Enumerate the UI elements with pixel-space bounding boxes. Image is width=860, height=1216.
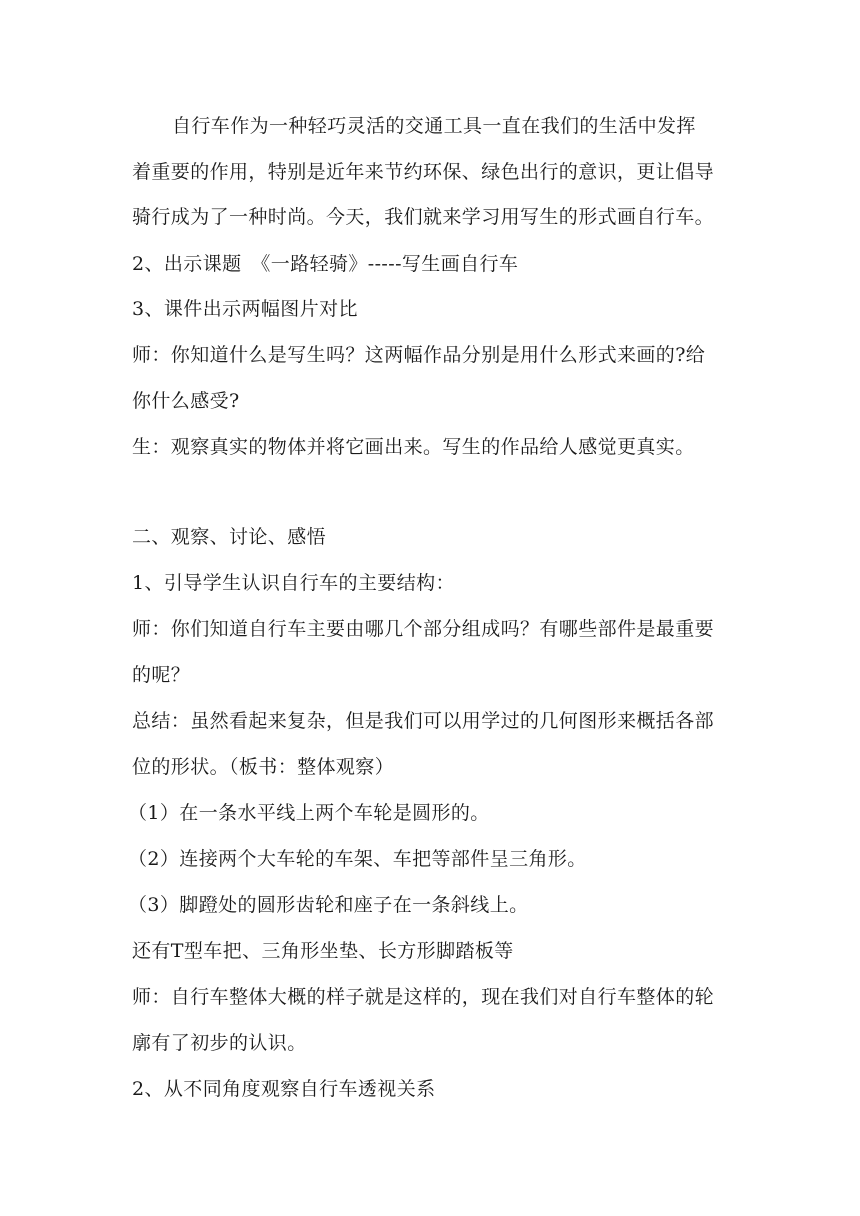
other-parts: 还有T型车把、三角形坐垫、长方形脚踏板等 xyxy=(132,940,514,962)
step-structure: 1、引导学生认识自行车的主要结构： xyxy=(132,572,455,594)
section-heading: 二、观察、讨论、感悟 xyxy=(132,526,327,548)
point-1: （1）在一条水平线上两个车轮是圆形的。 xyxy=(128,802,490,824)
teacher-conclusion-line-2: 廓有了初步的认识。 xyxy=(132,1032,307,1054)
step-compare-images: 3、课件出示两幅图片对比 xyxy=(132,298,358,320)
teacher-structure-question-line-2: 的呢？ xyxy=(132,664,191,686)
teacher-structure-question-line-1: 师：你们知道自行车主要由哪几个部分组成吗？有哪些部件是最重要 xyxy=(132,618,715,640)
teacher-question-line-1: 师：你知道什么是写生吗？这两幅作品分别是用什么形式来画的?给 xyxy=(132,344,706,366)
summary-line-1: 总结：虽然看起来复杂，但是我们可以用学过的几何图形来概括各部 xyxy=(132,710,715,732)
teacher-conclusion-line-1: 师：自行车整体大概的样子就是这样的，现在我们对自行车整体的轮 xyxy=(132,986,715,1008)
step-perspective: 2、从不同角度观察自行车透视关系 xyxy=(132,1078,436,1100)
paragraph-intro-line-3: 骑行成为了一种时尚。今天，我们就来学习用写生的形式画自行车。 xyxy=(132,206,715,228)
summary-line-2: 位的形状。（板书：整体观察） xyxy=(132,756,395,778)
point-2: （2）连接两个大车轮的车架、车把等部件呈三角形。 xyxy=(128,848,587,870)
point-3: （3）脚蹬处的圆形齿轮和座子在一条斜线上。 xyxy=(128,894,529,916)
paragraph-intro-line-2: 着重要的作用，特别是近年来节约环保、绿色出行的意识，更让倡导 xyxy=(132,161,715,183)
paragraph-intro-line-1: 自行车作为一种轻巧灵活的交通工具一直在我们的生活中发挥 xyxy=(172,115,696,137)
teacher-question-line-2: 你什么感受? xyxy=(132,390,240,412)
student-answer: 生：观察真实的物体并将它画出来。写生的作品给人感觉更真实。 xyxy=(132,436,695,458)
step-show-topic: 2、出示课题 《一路轻骑》-----写生画自行车 xyxy=(132,253,519,275)
